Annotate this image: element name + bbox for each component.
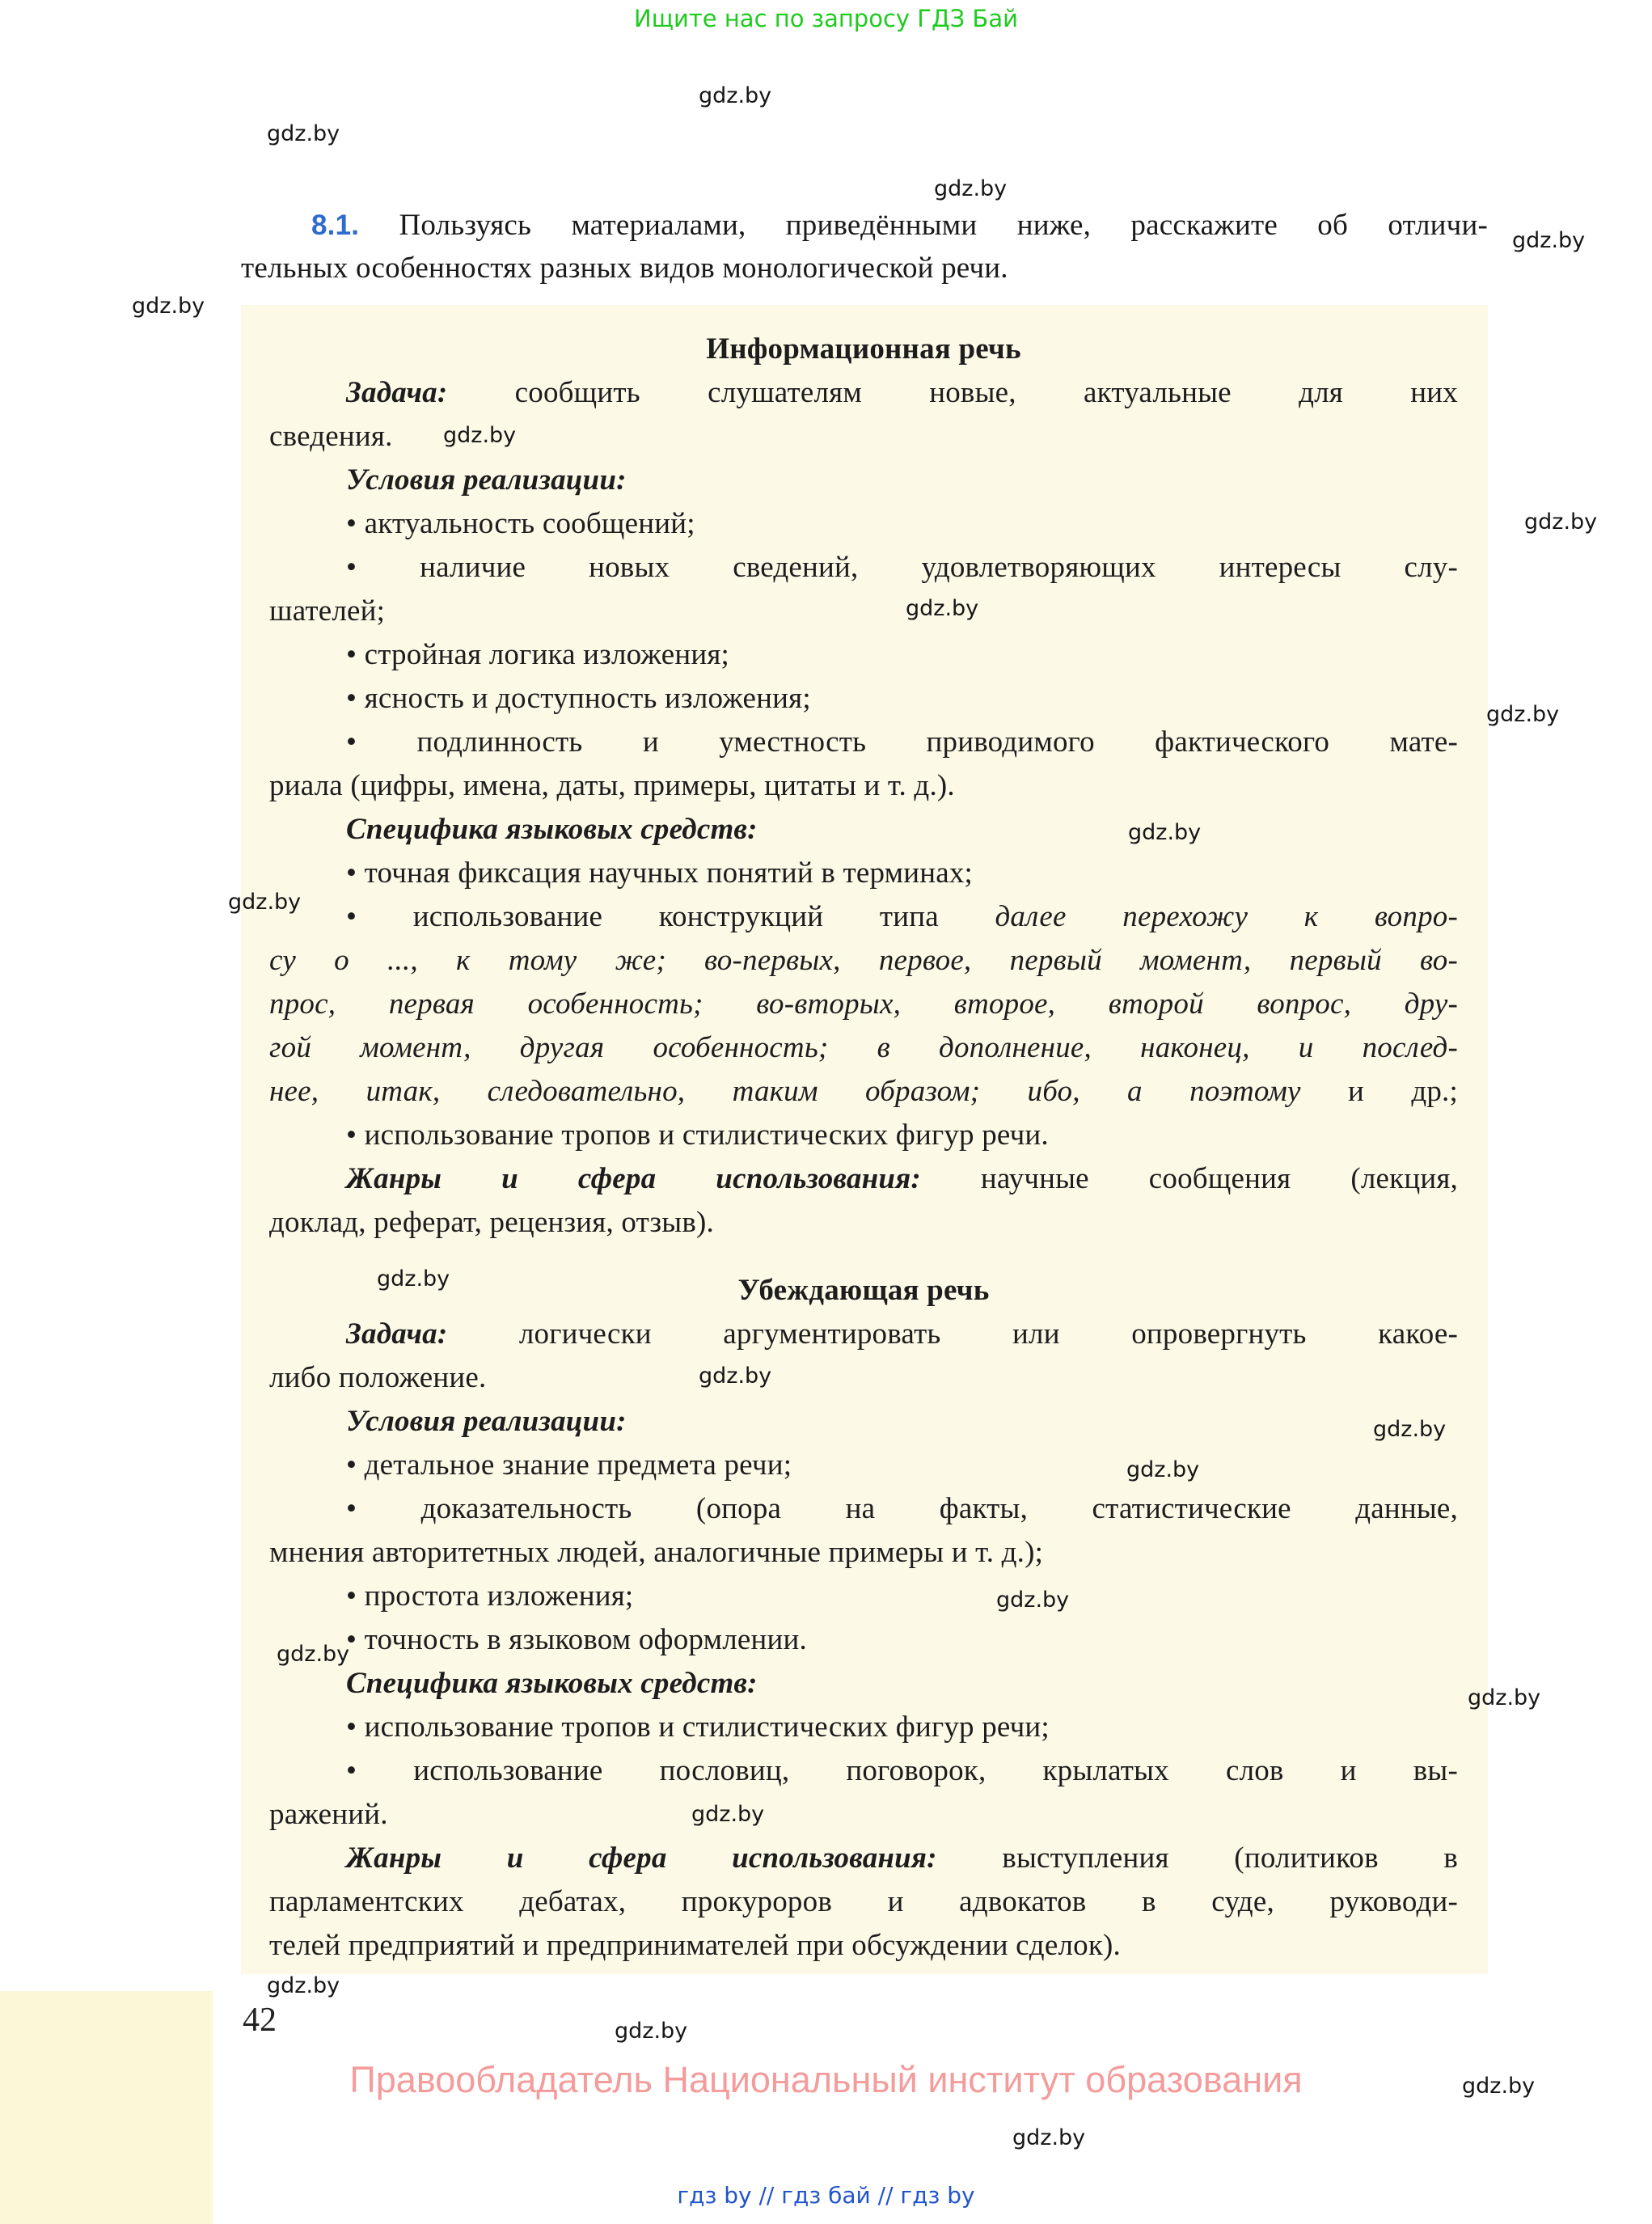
text-line (269, 1662, 1458, 1706)
text-line (269, 459, 1458, 502)
text-run: Условия реализации: (346, 1405, 627, 1438)
text-run: • стройная логика изложения; (346, 638, 730, 671)
watermark: gdz.by (132, 294, 205, 319)
text-run: прос, первая особенность; во-вторых, второе, второй вопрос, дру- (269, 987, 1458, 1021)
text-run: • подлинность и уместность приводимого фактического мате- (346, 725, 1458, 759)
text-run: научные сообщения (лекция, (920, 1162, 1458, 1195)
exercise-8-1 (241, 204, 1488, 290)
page-number: 42 (243, 2002, 277, 2039)
text-line (269, 546, 1458, 590)
copyright-notice: Правообладатель Национальный институт образования (349, 2059, 1303, 2100)
text-line (269, 1924, 1458, 1968)
text-run: Жанры и сфера использования: (346, 1162, 921, 1195)
watermark: gdz.by (699, 83, 772, 108)
text-run: Специфика языковых средств: (346, 813, 758, 846)
text-run: либо положение. (269, 1361, 487, 1394)
text-line (269, 1400, 1458, 1444)
text-line (269, 1531, 1458, 1575)
watermark: gdz.by (1126, 1457, 1200, 1482)
watermark: gdz.by (615, 2019, 688, 2044)
text-run: риала (цифры, имена, даты, примеры, цитаты и т. д.). (269, 769, 955, 802)
text-line (269, 1444, 1458, 1487)
watermark: gdz.by (1468, 1685, 1541, 1710)
text-run: телей предприятий и предпринимателей при обсуждении сделок). (269, 1929, 1121, 1962)
text-line (269, 502, 1458, 546)
text-run: су о ..., к тому же; во-первых, первое, первый момент, первый во- (269, 944, 1458, 977)
text-line (269, 1157, 1458, 1201)
text-line (269, 371, 1458, 415)
text-run: сообщить слушателям новые, актуальные для них (447, 376, 1458, 409)
watermark: gdz.by (1012, 2125, 1086, 2150)
top-search-hint: Ищите нас по запросу ГДЗ Бай (634, 5, 1018, 32)
watermark: gdz.by (267, 1973, 340, 1998)
text-line (269, 1026, 1458, 1070)
text-run: • использование конструкций типа (346, 900, 995, 933)
watermark: gdz.by (906, 596, 979, 621)
watermark: gdz.by (1512, 228, 1586, 253)
watermark: gdz.by (1462, 2074, 1536, 2099)
text-run: шателей; (269, 594, 386, 628)
exercise-text: Пользуясь материалами, приведёнными ниже, расскажите об отличи- (359, 209, 1488, 242)
exercise-line (241, 247, 1488, 290)
text-run: Задача: (346, 1317, 448, 1351)
watermark: gdz.by (277, 1642, 350, 1667)
text-line (269, 590, 1458, 633)
text-line (269, 1793, 1458, 1837)
watermark: gdz.by (691, 1802, 765, 1827)
footer-links[interactable]: гдз by // гдз бай // гдз by (677, 2182, 975, 2209)
text-line (269, 1880, 1458, 1924)
text-line (269, 1706, 1458, 1749)
speech-types-box (241, 305, 1488, 1974)
text-line (269, 1114, 1458, 1157)
text-line (269, 1487, 1458, 1531)
text-run: • детальное знание предмета речи; (346, 1448, 792, 1482)
text-line (269, 1070, 1458, 1114)
watermark: gdz.by (1524, 509, 1598, 535)
watermark: gdz.by (377, 1266, 450, 1292)
text-run: • использование пословиц, поговорок, крылатых слов и вы- (346, 1754, 1458, 1787)
watermark: gdz.by (1128, 820, 1202, 845)
text-run: нее, итак, следовательно, таким образом; ибо, а поэтому (269, 1075, 1301, 1108)
text-line (269, 1837, 1458, 1880)
text-line (269, 1575, 1458, 1618)
text-run: далее перехожу к вопро- (995, 900, 1459, 933)
text-line (269, 895, 1458, 939)
text-line (269, 852, 1458, 895)
text-line (269, 983, 1458, 1026)
exercise-number: 8.1. (311, 209, 360, 241)
text-run: Условия реализации: (346, 463, 627, 497)
text-run: • наличие новых сведений, удовлетворяющих интересы слу- (346, 551, 1458, 584)
text-line (269, 633, 1458, 677)
text-line (269, 939, 1458, 983)
watermark: gdz.by (996, 1588, 1070, 1613)
text-run: Жанры и сфера использования: (346, 1841, 937, 1875)
text-run: • использование тропов и стилистических фигур речи; (346, 1710, 1050, 1744)
text-run: Задача: (346, 376, 448, 409)
text-run: Информационная речь (706, 332, 1021, 366)
watermark: gdz.by (699, 1364, 772, 1389)
text-line (269, 721, 1458, 764)
text-line (269, 808, 1458, 852)
text-run: ражений. (269, 1798, 388, 1831)
text-line (269, 1313, 1458, 1356)
text-run: • использование тропов и стилистических фигур речи. (346, 1118, 1049, 1152)
text-run: парламентских дебатах, прокуроров и адвокатов в суде, руководи- (269, 1885, 1458, 1918)
text-line (269, 1749, 1458, 1793)
text-run: сведения. (269, 420, 393, 453)
text-line (269, 677, 1458, 721)
text-run: Специфика языковых средств: (346, 1667, 758, 1700)
text-run: и др.; (1300, 1075, 1458, 1108)
watermark: gdz.by (267, 121, 340, 146)
text-run: • простота изложения; (346, 1579, 634, 1613)
watermark: gdz.by (1373, 1417, 1447, 1442)
watermark: gdz.by (1486, 702, 1560, 727)
watermark: gdz.by (228, 890, 302, 915)
text-line (269, 1618, 1458, 1662)
section-heading (269, 328, 1458, 371)
text-run: логически аргументировать или опровергнуть какое- (447, 1317, 1458, 1351)
text-run: • точная фиксация научных понятий в терминах; (346, 856, 973, 890)
exercise-text: тельных особенностях разных видов монологической речи. (241, 252, 1008, 285)
text-line (269, 1356, 1458, 1400)
text-run: доклад, реферат, рецензия, отзыв). (269, 1206, 714, 1239)
text-line (269, 764, 1458, 808)
text-line (269, 1201, 1458, 1245)
text-run: • точность в языковом оформлении. (346, 1623, 807, 1656)
text-run: • ясность и доступность изложения; (346, 682, 811, 715)
text-run: • доказательность (опора на факты, статистические данные, (346, 1492, 1458, 1525)
exercise-line (241, 204, 1488, 247)
text-run: гой момент, другая особенность; в дополнение, наконец, и послед- (269, 1031, 1458, 1064)
watermark: gdz.by (443, 423, 517, 448)
watermark: gdz.by (934, 176, 1008, 201)
text-run: мнения авторитетных людей, аналогичные примеры и т. д.); (269, 1536, 1044, 1569)
text-run: Убеждающая речь (737, 1274, 990, 1307)
text-run: • актуальность сообщений; (346, 507, 695, 540)
text-run: выступления (политиков в (936, 1841, 1458, 1875)
